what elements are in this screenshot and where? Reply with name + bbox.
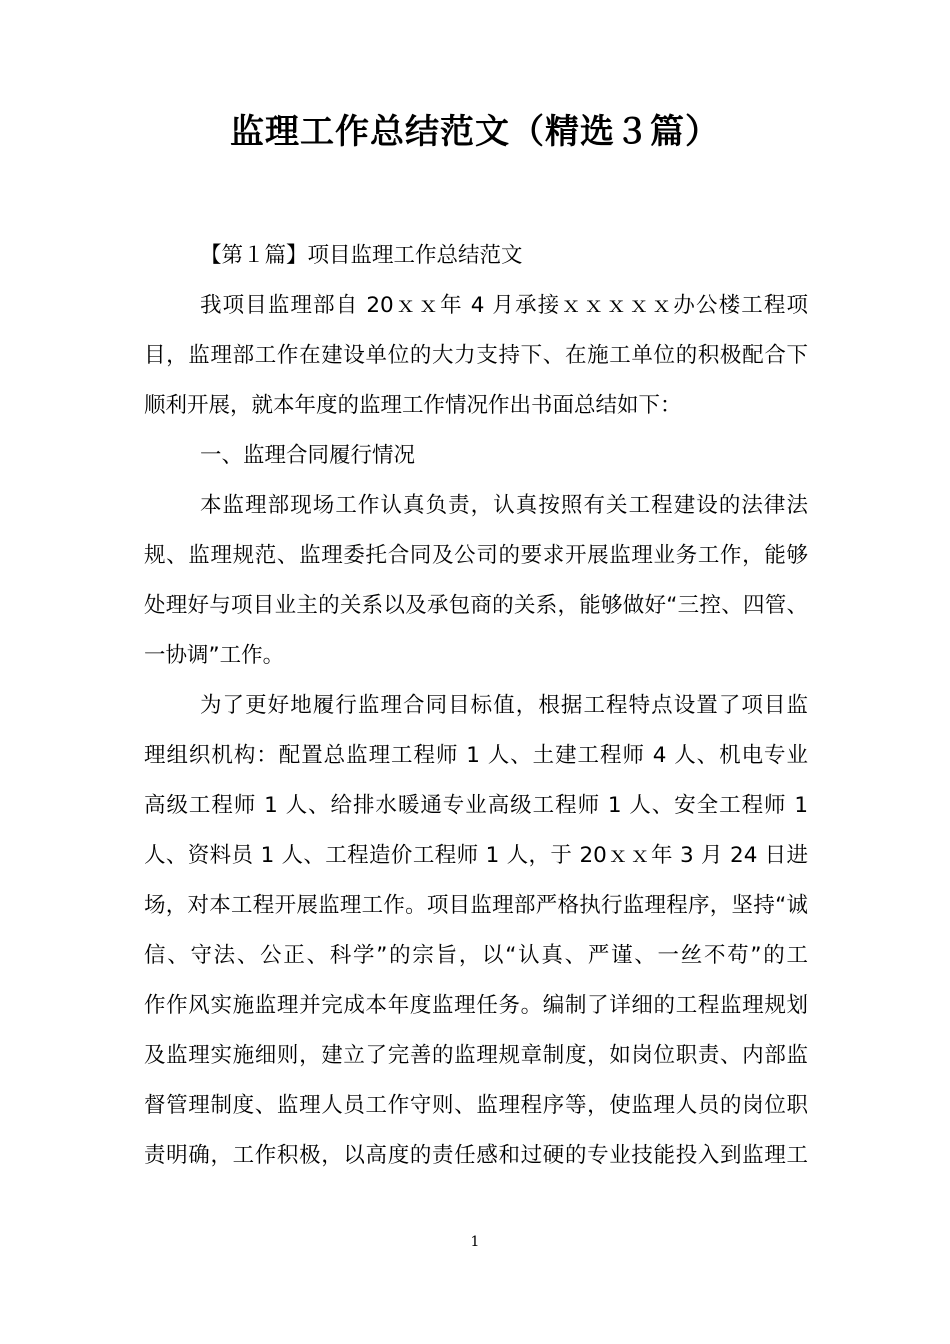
paragraph-line: 责明确，工作积极，以高度的责任感和过硬的专业技能投入到监理工 <box>144 1143 808 1168</box>
paragraph-line: 信、守法、公正、科学”的宗旨，以“认真、严谨、一丝不苟”的工 <box>144 943 808 968</box>
paragraph-line: 作作风实施监理并完成本年度监理任务。编制了详细的工程监理规划 <box>144 993 808 1018</box>
paragraph-line: 高级工程师 1 人、给排水暖通专业高级工程师 1 人、安全工程师 1 <box>144 793 808 818</box>
subsection-heading: 一、监理合同履行情况 <box>200 443 416 468</box>
paragraph-line: 规、监理规范、监理委托合同及公司的要求开展监理业务工作，能够 <box>144 543 808 568</box>
document-title: 监理工作总结范文（精选３篇） <box>230 112 720 152</box>
paragraph-line: 人、资料员 1 人、工程造价工程师 1 人，于 20ｘｘ年 3 月 24 日进 <box>144 843 808 868</box>
paragraph-line: 处理好与项目业主的关系以及承包商的关系，能够做好“三控、四管、 <box>144 593 808 618</box>
paragraph-line: 为了更好地履行监理合同目标值，根据工程特点设置了项目监 <box>200 693 808 718</box>
paragraph-line: 目，监理部工作在建设单位的大力支持下、在施工单位的积极配合下 <box>144 343 808 368</box>
paragraph-line: 理组织机构：配置总监理工程师 1 人、土建工程师 4 人、机电专业 <box>144 743 808 768</box>
paragraph-line: 本监理部现场工作认真负责，认真按照有关工程建设的法律法 <box>200 493 808 518</box>
paragraph-line: 我项目监理部自 20ｘｘ年 4 月承接ｘｘｘｘｘ办公楼工程项 <box>200 293 808 318</box>
paragraph-line: 场，对本工程开展监理工作。项目监理部严格执行监理程序，坚持“诚 <box>144 893 808 918</box>
section-heading: 【第１篇】项目监理工作总结范文 <box>200 243 523 268</box>
page-number: 1 <box>470 1234 480 1250</box>
paragraph-line: 督管理制度、监理人员工作守则、监理程序等，使监理人员的岗位职 <box>144 1093 808 1118</box>
paragraph-line: 顺利开展，就本年度的监理工作情况作出书面总结如下： <box>144 393 682 418</box>
paragraph-line: 一协调”工作。 <box>144 643 285 668</box>
document-body <box>144 231 808 1181</box>
paragraph-line: 及监理实施细则，建立了完善的监理规章制度，如岗位职责、内部监 <box>144 1043 808 1068</box>
